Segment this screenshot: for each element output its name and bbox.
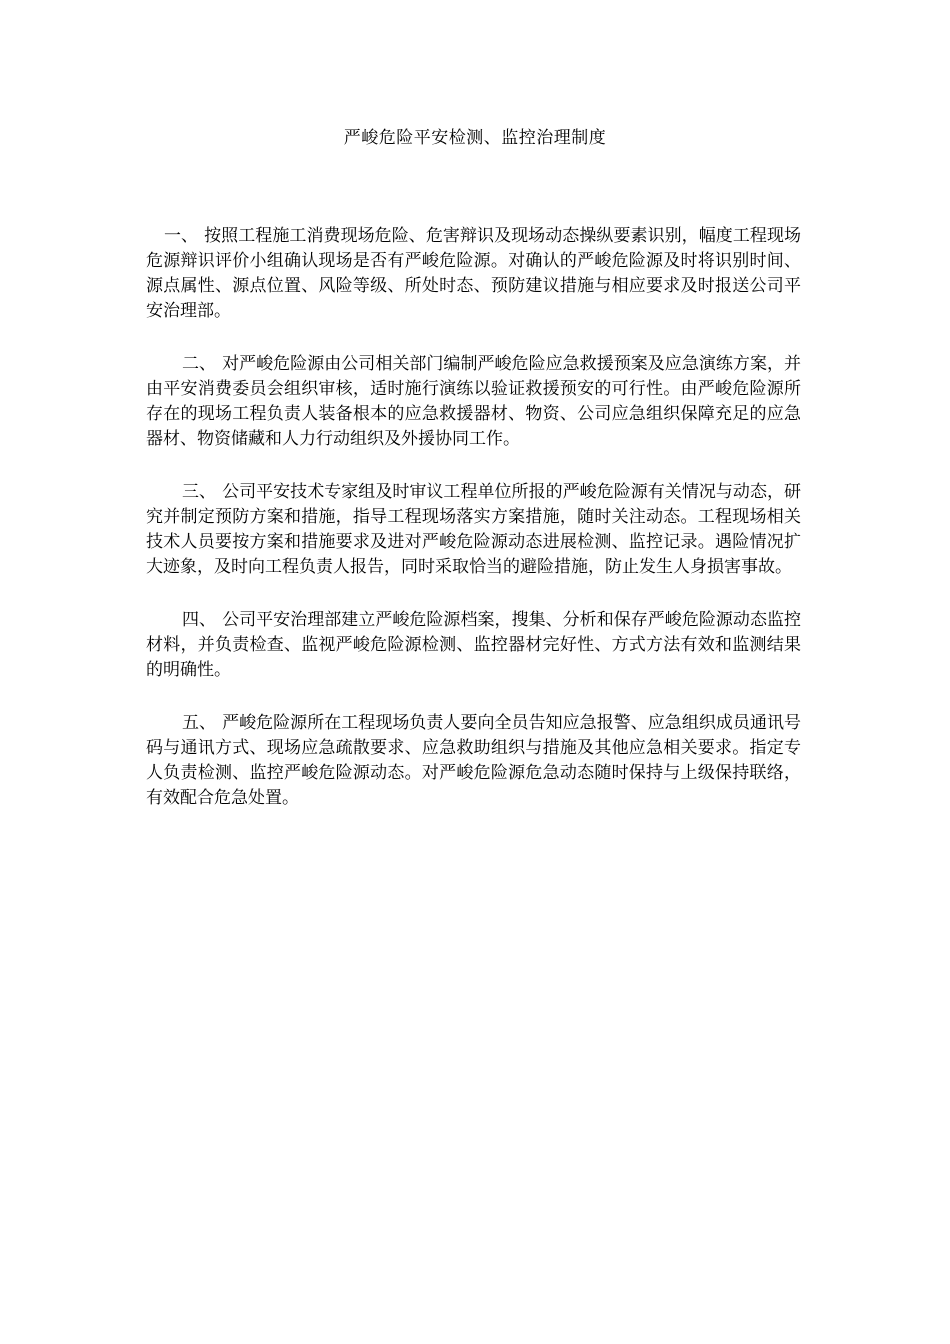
paragraph-number: 三、 [182, 482, 217, 502]
paragraph-text: 严峻危险源所在工程现场负责人要向全员告知应急报警、应急组织成员通讯号码与通讯方式、现场应急疏散要求、应急救助组织与措施及其他应急相关要求。指定专人负责检测、监控严峻危险源动态。对严峻危险源危急动态随时保持与上级保持联络，有效配合危急处置。 [146, 713, 802, 808]
paragraph-text: 公司平安技术专家组及时审议工程单位所报的严峻危险源有关情况与动态，研究并制定预防方案和措施，指导工程现场落实方案措施，随时关注动态。工程现场相关技术人员要按方案和措施要求及进对严峻危险源动态进展检测、监控记录。遇险情况扩大迹象，及时向工程负责人报告，同时采取恰当的避险措施，防止发生人身损害事故。 [146, 482, 802, 577]
paragraph-text: 公司平安治理部建立严峻危险源档案，搜集、分析和保存严峻危险源动态监控材料，并负责检查、监视严峻危险源检测、监控器材完好性、方式方法有效和监测结果的明确性。 [146, 610, 802, 680]
paragraph-number: 一、 [164, 226, 199, 246]
paragraph-5 [146, 711, 801, 811]
paragraph-text: 对严峻危险源由公司相关部门编制严峻危险应急救援预案及应急演练方案，并由平安消费委员会组织审核，适时施行演练以验证救援预安的可行性。由严峻危险源所存在的现场工程负责人装备根本的应急救援器材、物资、公司应急组织保障充足的应急器材、物资储藏和人力行动组织及外援协同工作。 [146, 354, 802, 449]
document-body [146, 224, 801, 839]
paragraph-3 [146, 480, 801, 580]
paragraph-number: 五、 [182, 713, 217, 733]
document-title: 严峻危险平安检测、监控治理制度 [343, 128, 607, 148]
paragraph-text: 按照工程施工消费现场危险、危害辩识及现场动态操纵要素识别，幅度工程现场危源辩识评价小组确认现场是否有严峻危险源。对确认的严峻危险源及时将识别时间、源点属性、源点位置、风险等级、所处时态、预防建议措施与相应要求及时报送公司平安治理部。 [146, 226, 802, 321]
paragraph-2 [146, 352, 801, 452]
paragraph-number: 四、 [182, 610, 217, 630]
paragraph-number: 二、 [182, 354, 217, 374]
paragraph-1 [146, 224, 801, 324]
paragraph-4 [146, 608, 801, 683]
